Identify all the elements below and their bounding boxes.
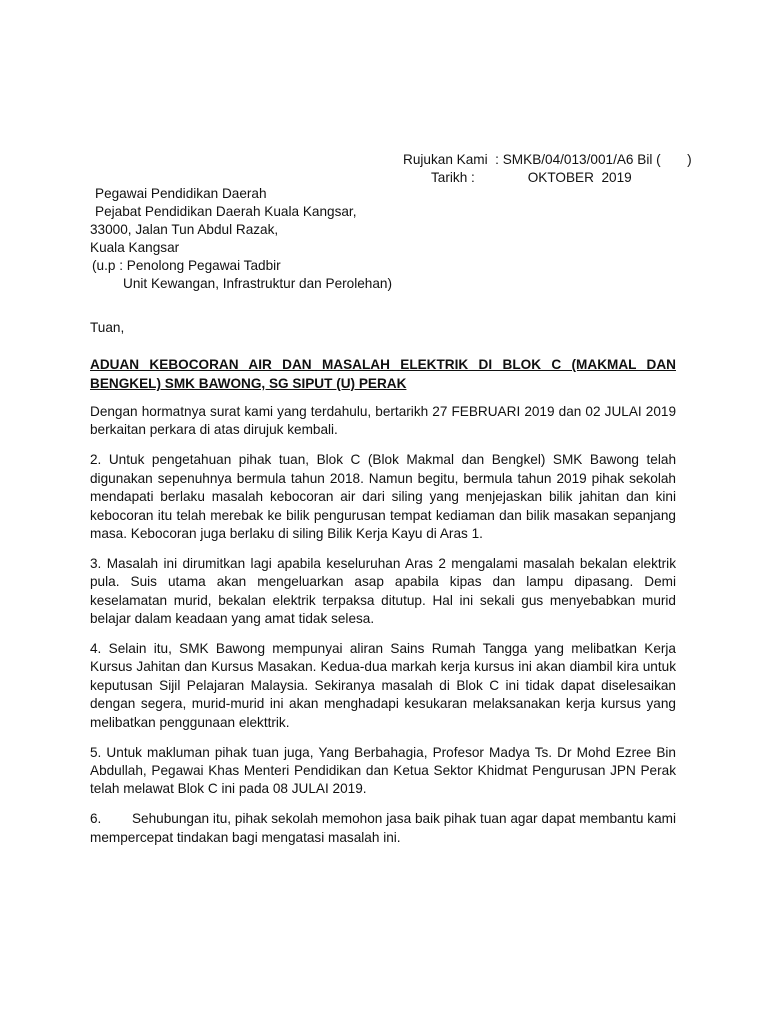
recipient-line: Kuala Kangsar — [90, 240, 180, 255]
reference-number-row: Rujukan Kami : SMKB/04/013/001/A6 Bil ( ) — [403, 152, 692, 167]
body-paragraph: Dengan hormatnya surat kami yang terdahulu, bertarikh 27 FEBRUARI 2019 dan 02 JULAI 2019 berkaitan perkara di atas dirujuk kembali. — [90, 404, 676, 438]
body-paragraph: 2. Untuk pengetahuan pihak tuan, Blok C (Blok Makmal dan Bengkel) SMK Bawong telah digunakan sepenuhnya bermula tahun 2018. Namun begitu, bermula tahun 2019 pihak sekolah mendapati berlaku masalah kebocoran air dari siling yang menjejaskan bilik jahitan dan kini kebocoran itu telah merebak ke bilik pengurusan tempat kediaman dan bilik masakan sepanjang masa. Kebocoran juga berlaku di siling Bilik Kerja Kayu di Aras 1. — [90, 452, 676, 541]
body-paragraph: 6. Sehubungan itu, pihak sekolah memohon jasa baik pihak tuan agar dapat membantu kami mempercepat tindakan bagi mengatasi masalah ini. — [90, 811, 680, 845]
letter-subject: ADUAN KEBOCORAN AIR DAN MASALAH ELEKTRIK DI BLOK C (MAKMAL DAN BENGKEL) SMK BAWONG, SG SIPUT (U) PERAK — [90, 357, 676, 391]
recipient-line: (u.p : Penolong Pegawai Tadbir — [92, 258, 281, 273]
salutation: Tuan, — [90, 320, 125, 335]
recipient-line: Pegawai Pendidikan Daerah — [95, 186, 267, 201]
reference-value: SMKB/04/013/001/A6 Bil ( ) — [502, 152, 692, 167]
reference-block — [403, 151, 692, 187]
body-paragraph: 4. Selain itu, SMK Bawong mempunyai aliran Sains Rumah Tangga yang melibatkan Kerja Kursus Jahitan dan Kursus Masakan. Kedua-dua markah kerja kursus ini akan diambil kira untuk keputusan Sijil Pelajaran Malaysia. Sekiranya masalah di Blok C ini tidak dapat diselesaikan dengan segera, murid-murid ini akan menghadapi kesukaran melaksanakan kerja kursus yang melibatkan penggunaan elekttrik. — [90, 640, 676, 730]
recipient-line: Unit Kewangan, Infrastruktur dan Perolehan) — [123, 276, 393, 291]
recipient-address — [90, 185, 392, 293]
date-row — [403, 169, 692, 187]
reference-label: Rujukan Kami — [403, 152, 488, 167]
letter-body — [90, 403, 680, 859]
recipient-line: Pejabat Pendidikan Daerah Kuala Kangsar, — [95, 204, 357, 219]
date-label: Tarikh : — [431, 170, 475, 185]
date-value: OKTOBER 2019 — [527, 170, 632, 185]
body-paragraph: 5. Untuk makluman pihak tuan juga, Yang Berbahagia, Profesor Madya Ts. Dr Mohd Ezree Bin Abdullah, Pegawai Khas Menteri Pendidikan dan Ketua Sektor Khidmat Pengurusan JPN Perak telah melawat Blok C ini pada 08 JULAI 2019. — [90, 744, 676, 797]
recipient-line: 33000, Jalan Tun Abdul Razak, — [90, 222, 279, 237]
body-paragraph: 3. Masalah ini dirumitkan lagi apabila keseluruhan Aras 2 mengalami masalah bekalan elektrik pula. Suis utama akan mengeluarkan asap apabila kipas dan lampu dipasang. Demi keselamatan murid, bekalan elektrik terpaksa ditutup. Hal ini sekali gus menyebabkan murid belajar dalam keadaan yang amat tidak selesa. — [90, 555, 676, 627]
